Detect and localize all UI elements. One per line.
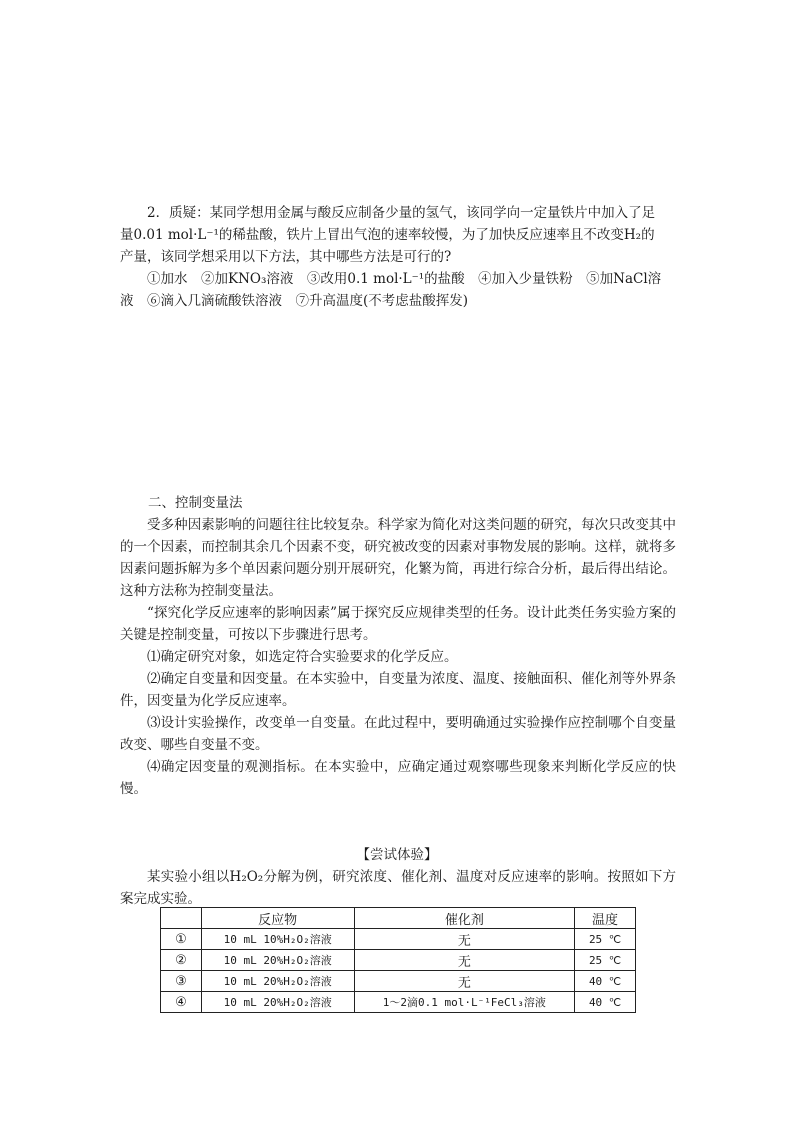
question-2-options-line-2: 液 ⑥滴入几滴硫酸铁溶液 ⑦升高温度(不考虑盐酸挥发) [120,293,469,309]
step-3: ⑶设计实验操作，改变单一自变量。在此过程中，要明确通过实验操作应控制哪个自变量改变、哪些自变量不变。 [120,715,676,753]
section-heading: 二、控制变量法 [148,495,243,511]
row-index: ② [161,950,202,971]
question-2-line-2: 量0.01 mol·L⁻¹的稀盐酸，铁片上冒出气泡的速率较慢，为了加快反应速率且不改变H₂的 [120,227,655,243]
intro-paragraph: 受多种因素影响的问题往往比较复杂。科学家为简化对这类问题的研究，每次只改变其中的一个因素，而控制其余几个因素不变，研究被改变的因素对事物发展的影响。这样，就将多因素问题拆解为多个单因素问题分别开展研究，化繁为简，再进行综合分析，最后得出结论。这种方法称为控制变量法。 [120,517,676,599]
step-4: ⑷确定因变量的观测指标。在本实验中，应确定通过观察哪些现象来判断化学反应的快慢。 [120,759,676,797]
row-catalyst: 1～2滴0.1 mol·L⁻¹FeCl₃溶液 [354,992,575,1013]
row-reactant: 10 mL 10%H₂O₂溶液 [201,929,354,950]
row-temperature: 25 ℃ [575,929,636,950]
table-row [161,971,636,992]
table-row [161,929,636,950]
row-index: ① [161,929,202,950]
step-2: ⑵确定自变量和因变量。在本实验中，自变量为浓度、温度、接触面积、催化剂等外界条件，因变量为化学反应速率。 [120,671,676,709]
row-catalyst: 无 [354,971,575,992]
row-index: ③ [161,971,202,992]
header-index [161,908,202,929]
question-2-line-3: 产量，该同学想采用以下方法，其中哪些方法是可行的? [120,249,452,265]
row-index: ④ [161,992,202,1013]
trial-title: 【尝试体验】 [356,847,438,863]
row-catalyst: 无 [354,950,575,971]
trial-intro: 某实验小组以H₂O₂分解为例，研究浓度、催化剂、温度对反应速率的影响。按照如下方案完成实验。 [120,869,676,907]
experiment-table [160,907,636,1013]
header-catalyst: 催化剂 [354,908,575,929]
step-1: ⑴确定研究对象，如选定符合实验要求的化学反应。 [147,649,458,665]
table-row [161,992,636,1013]
header-reactant: 反应物 [201,908,354,929]
table-header-row [161,908,636,929]
task-paragraph: “探究化学反应速率的影响因素”属于探究反应规律类型的任务。设计此类任务实验方案的关键是控制变量，可按以下步骤进行思考。 [120,605,676,643]
row-reactant: 10 mL 20%H₂O₂溶液 [201,992,354,1013]
row-catalyst: 无 [354,929,575,950]
row-temperature: 40 ℃ [575,971,636,992]
header-temperature: 温度 [575,908,636,929]
question-2-options-line-1: ①加水 ②加KNO₃溶液 ③改用0.1 mol·L⁻¹的盐酸 ④加入少量铁粉 ⑤加NaCl溶 [147,271,662,287]
row-temperature: 40 ℃ [575,992,636,1013]
question-2-line-1: 2．质疑：某同学想用金属与酸反应制备少量的氢气，该同学向一定量铁片中加入了足 [147,205,656,221]
row-reactant: 10 mL 20%H₂O₂溶液 [201,971,354,992]
row-temperature: 25 ℃ [575,950,636,971]
row-reactant: 10 mL 20%H₂O₂溶液 [201,950,354,971]
table-row [161,950,636,971]
